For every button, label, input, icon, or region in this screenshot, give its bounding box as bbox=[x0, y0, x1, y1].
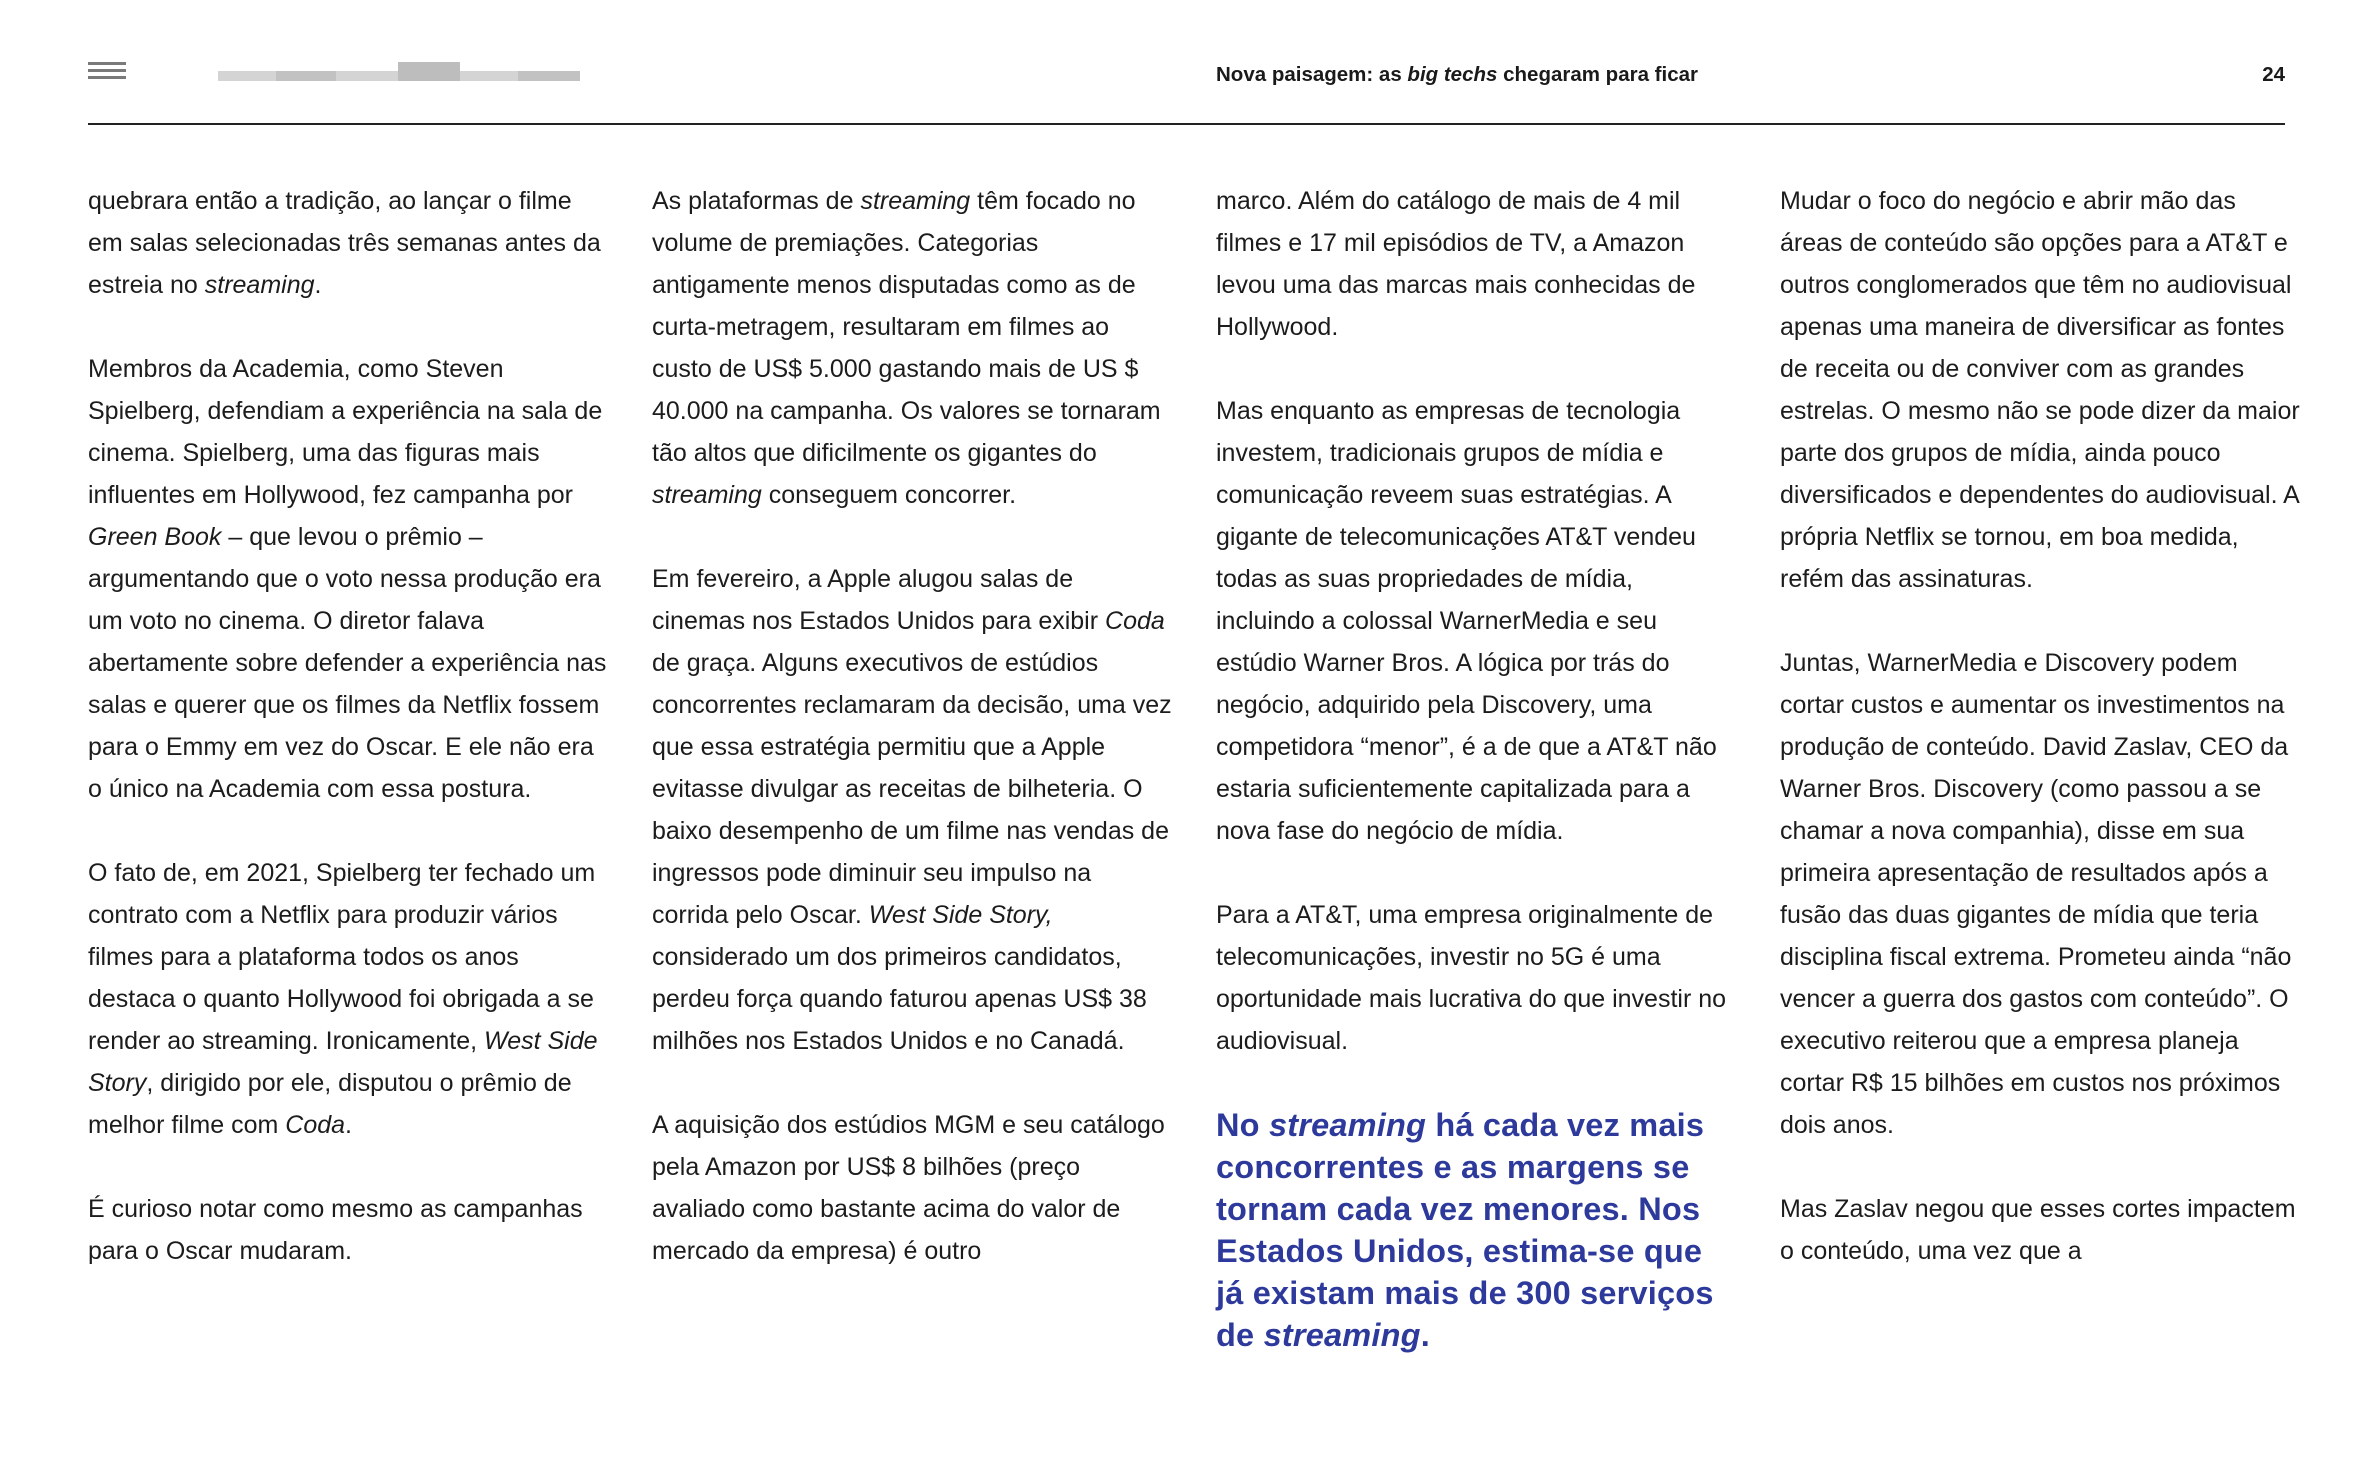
text-run: de graça. Alguns executivos de estúdios concorrentes reclamaram da decisão, uma vez que essa estratégia permitiu que a Apple evitasse divulgar as receitas de bilheteria. O baixo desempenho de um filme nas vendas de ingressos pode diminuir seu impulso na corrida pelo Oscar. bbox=[652, 649, 1172, 929]
italic-text: Green Book bbox=[88, 523, 222, 551]
italic-text: West Side Story bbox=[88, 1027, 598, 1097]
italic-text: streaming bbox=[1268, 1107, 1427, 1143]
text-run: – que levou o prêmio – argumentando que o voto nessa produção era um voto no cinema. O diretor falava abertamente sobre defender a experiência nas salas e querer que os filmes da Netflix fossem para o Emmy em vez do Oscar. E ele não era o único na Academia com essa postura. bbox=[88, 523, 607, 803]
text-run: . bbox=[345, 1111, 352, 1139]
text-run: . bbox=[1420, 1317, 1430, 1353]
text-column-2 bbox=[652, 180, 1172, 1272]
page-title-emphasis: big techs bbox=[1407, 63, 1498, 86]
text-run: O fato de, em 2021, Spielberg ter fechado um contrato com a Netflix para produzir vários filmes para a plataforma todos os anos destaca o quanto Hollywood foi obrigada a se render ao streaming. Ironicamente, bbox=[88, 859, 596, 1055]
text-column-4 bbox=[1780, 180, 2300, 1272]
paragraph: marco. Além do catálogo de mais de 4 mil filmes e 17 mil episódios de TV, a Amazon levou uma das marcas mais conhecidas de Hollywood. bbox=[1216, 187, 1696, 341]
text-run: Membros da Academia, como Steven Spielberg, defendiam a experiência na sala de cinema. Spielberg, uma das figuras mais influentes em Hollywood, fez campanha por bbox=[88, 355, 603, 509]
paragraph: Para a AT&T, uma empresa originalmente de telecomunicações, investir no 5G é uma oportunidade mais lucrativa do que investir no audiovisual. bbox=[1216, 901, 1727, 1055]
header-divider bbox=[88, 123, 2285, 125]
text-run: há cada vez mais concorrentes e as margens se tornam cada vez menores. Nos Estados Unidos, estima-se que já existam mais de 300 serviços de bbox=[1216, 1107, 1714, 1353]
paragraph bbox=[652, 180, 1172, 516]
progress-current-marker bbox=[398, 62, 460, 81]
page-number: 24 bbox=[2262, 63, 2285, 86]
progress-segment bbox=[276, 71, 336, 81]
italic-text: Coda bbox=[285, 1111, 346, 1139]
paragraph: Juntas, WarnerMedia e Discovery podem cortar custos e aumentar os investimentos na produção de conteúdo. David Zaslav, CEO da Warner Bros. Discovery (como passou a se chamar a nova companhia), disse em sua primeira apresentação de resultados após a fusão das duas gigantes de mídia que teria disciplina fiscal extrema. Prometeu ainda “não vencer a guerra dos gastos com conteúdo”. O executivo reiterou que a empresa planeja cortar R$ 15 bilhões em custos nos próximos dois anos. bbox=[1780, 649, 2292, 1139]
paragraph bbox=[652, 558, 1172, 1062]
text-run: quebrara então a tradição, ao lançar o filme em salas selecionadas três semanas antes da estreia no bbox=[88, 187, 601, 299]
hamburger-menu-icon[interactable] bbox=[88, 62, 126, 86]
progress-segment bbox=[518, 71, 580, 81]
paragraph bbox=[88, 180, 608, 306]
paragraph: Mudar o foco do negócio e abrir mão das áreas de conteúdo são opções para a AT&T e outros conglomerados que têm no audiovisual apenas uma maneira de diversificar as fontes de receita ou de conviver com as grandes estrelas. O mesmo não se pode dizer da maior parte dos grupos de mídia, ainda pouco diversificados e dependentes do audiovisual. A própria Netflix se tornou, em boa medida, refém das assinaturas. bbox=[1780, 187, 2300, 593]
italic-text: streaming bbox=[204, 271, 315, 299]
italic-text: West Side Story, bbox=[868, 901, 1053, 929]
text-run: Em fevereiro, a Apple alugou salas de cinemas nos Estados Unidos para exibir bbox=[652, 565, 1106, 635]
text-run: , dirigido por ele, disputou o prêmio de melhor filme com bbox=[88, 1069, 572, 1139]
paragraph: A aquisição dos estúdios MGM e seu catálogo pela Amazon por US$ 8 bilhões (preço avaliado como bastante acima do valor de mercado da empresa) é outro bbox=[652, 1111, 1165, 1265]
pull-quote bbox=[1216, 1104, 1736, 1356]
page-title-prefix: Nova paisagem: as bbox=[1216, 63, 1408, 86]
italic-text: streaming bbox=[1263, 1317, 1421, 1353]
text-run: têm focado no volume de premiações. Categorias antigamente menos disputadas como as de curta-metragem, resultaram em filmes ao custo de US$ 5.000 gastando mais de US $ 40.000 na campanha. Os valores se tornaram tão altos que dificilmente os gigantes do bbox=[652, 187, 1161, 467]
text-run: As plataformas de bbox=[652, 187, 861, 215]
text-run: considerado um dos primeiros candidatos, perdeu força quando faturou apenas US$ 38 milhões nos Estados Unidos e no Canadá. bbox=[652, 943, 1147, 1055]
reading-progress-bar[interactable] bbox=[218, 62, 580, 84]
text-run: . bbox=[314, 271, 322, 299]
text-column-3 bbox=[1216, 180, 1736, 1398]
paragraph: Mas enquanto as empresas de tecnologia investem, tradicionais grupos de mídia e comunicação reveem suas estratégias. A gigante de telecomunicações AT&T vendeu todas as suas propriedades de mídia, incluindo a colossal WarnerMedia e seu estúdio Warner Bros. A lógica por trás do negócio, adquirido pela Discovery, uma competidora “menor”, é a de que a AT&T não estaria suficientemente capitalizada para a nova fase do negócio de mídia. bbox=[1216, 397, 1717, 845]
page-title-suffix: chegaram para ficar bbox=[1497, 63, 1698, 86]
italic-text: Coda bbox=[1105, 607, 1165, 635]
text-run: conseguem concorrer. bbox=[761, 481, 1017, 509]
page-title bbox=[1216, 63, 1698, 87]
text-column-1 bbox=[88, 180, 608, 1272]
paragraph: É curioso notar como mesmo as campanhas para o Oscar mudaram. bbox=[88, 1195, 583, 1265]
text-run: No bbox=[1216, 1107, 1269, 1143]
paragraph: Mas Zaslav negou que esses cortes impactem o conteúdo, uma vez que a bbox=[1780, 1195, 2296, 1265]
italic-text: streaming bbox=[860, 187, 971, 215]
paragraph bbox=[88, 852, 608, 1146]
italic-text: streaming bbox=[652, 481, 762, 509]
paragraph bbox=[88, 348, 608, 810]
